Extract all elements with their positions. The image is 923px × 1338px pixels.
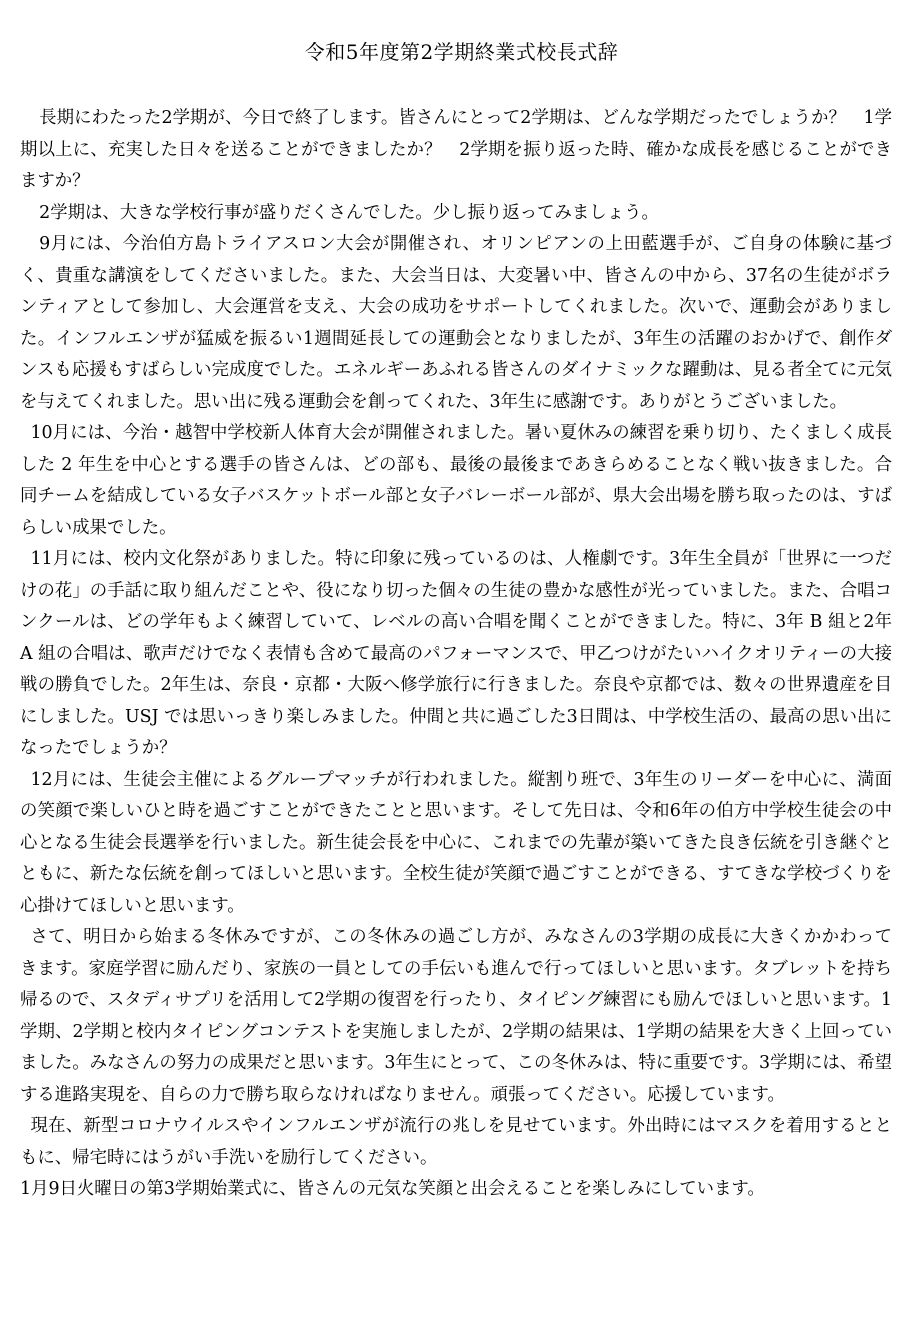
paragraph-november: 11月には、校内文化祭がありました。特に印象に残っているのは、人権劇です。3年生全員が「世界に一つだけの花」の手話に取り組んだことや、役になり切った個々の生徒の豊かな感性が光っていました。また、合唱コンクールは、どの学年もよく練習していて、レベルの高い合唱を聞くことができました。特に、3年 B 組と2年 A 組の合唱は、歌声だけでなく表情も含めて最高のパフォーマンスで、甲乙つけがたいハイクオリティーの大接戦の勝負でした。2年生は、奈良・京都・大阪へ修学旅行に行きました。奈良や京都では、数々の世界遺産を目にしました。USJ では思いっきり楽しみました。仲間と共に過ごした3日間は、中学校生活の、最高の思い出になったでしょうか？: [20, 549, 892, 758]
paragraph-december: 12月には、生徒会主催によるグループマッチが行われました。縦割り班で、3年生のリーダーを中心に、満面の笑顔で楽しいひと時を過ごすことができたことと思います。そして先日は、令和6年の伯方中学校生徒会の中心となる生徒会長選挙を行いました。新生徒会長を中心に、これまでの先輩が築いてきた良き伝統を引き継ぐとともに、新たな伝統を創ってほしいと思います。全校生徒が笑顔で過ごすことができる、すてきな学校づくりを心掛けてほしいと思います。: [20, 769, 892, 916]
document-body: [20, 103, 892, 1206]
paragraph-september: 9月には、今治伯方島トライアスロン大会が開催され、オリンピアンの上田藍選手が、ご自身の体験に基づく、貴重な講演をしてくださいました。また、大会当日は、大変暑い中、皆さんの中から、37名の生徒がボランティアとして参加し、大会運営を支え、大会の成功をサポートしてくれました。次いで、運動会がありました。インフルエンザが猛威を振るい1週間延長しての運動会となりましたが、3年生の活躍のおかげで、創作ダンスも応援もすばらしい完成度でした。エネルギーあふれる皆さんのダイナミックな躍動は、見る者全てに元気を与えてくれました。思い出に残る運動会を創ってくれた、3年生に感謝です。ありがとうございました。: [20, 234, 892, 412]
paragraph-overview: 2学期は、大きな学校行事が盛りだくさんでした。少し振り返ってみましょう。: [39, 202, 659, 223]
paragraph-winter-break: さて、明日から始まる冬休みですが、この冬休みの過ごし方が、みなさんの3学期の成長に大きくかかわってきます。家庭学習に励んだり、家族の一員としての手伝いも進んで行ってほしいと思います。タブレットを持ち帰るので、スタディサプリを活用して2学期の復習を行ったり、タイピング練習にも励んでほしいと思います。1学期、2学期と校内タイピングコンテストを実施しましたが、2学期の結果は、1学期の結果を大きく上回っていました。みなさんの努力の成果だと思います。3年生にとって、この冬休みは、特に重要です。3学期には、希望する進路実現を、自らの力で勝ち取らなければなりません。頑張ってください。応援しています。: [20, 927, 892, 1105]
paragraph-october: 10月には、今治・越智中学校新人体育大会が開催されました。暑い夏休みの練習を乗り切り、たくましく成長した 2 年生を中心とする選手の皆さんは、どの部も、最後の最後まであきらめることなく戦い抜きました。合同チームを結成している女子バスケットボール部と女子バレーボール部が、県大会出場を勝ち取ったのは、すばらしい成果でした。: [20, 423, 892, 538]
paragraph-health: 現在、新型コロナウイルスやインフルエンザが流行の兆しを見せています。外出時にはマスクを着用するとともに、帰宅時にはうがい手洗いを励行してください。: [20, 1116, 892, 1168]
paragraph-intro: 長期にわたった2学期が、今日で終了します。皆さんにとって2学期は、どんな学期だったでしょうか？ 1学期以上に、充実した日々を送ることができましたか？ 2学期を振り返った時、確かな成長を感じることができますか？: [20, 108, 892, 191]
paragraph-closing: 1月9日火曜日の第3学期始業式に、皆さんの元気な笑顔と出会えることを楽しみにしています。: [20, 1179, 765, 1199]
document-title: 令和5年度第2学期終業式校長式辞: [304, 40, 619, 64]
